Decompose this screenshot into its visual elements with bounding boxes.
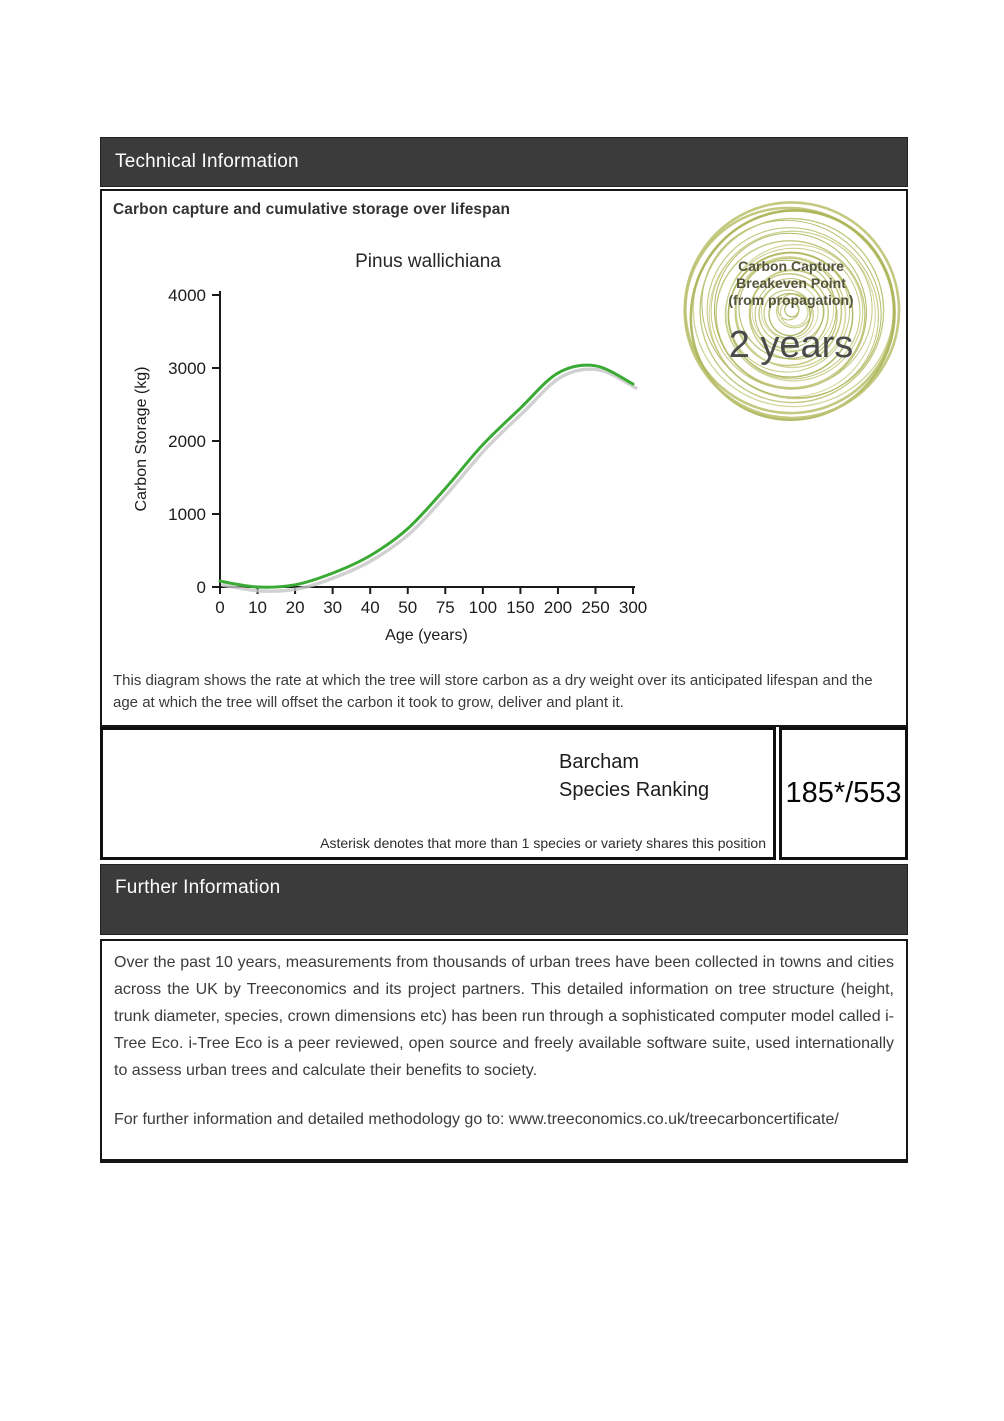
svg-text:20: 20 [285, 598, 305, 617]
further-information-title: Further Information [115, 877, 281, 898]
ranking-value-box [779, 727, 908, 860]
species-ranking-box [100, 727, 776, 860]
ranking-value: 185*/553 [785, 777, 902, 809]
svg-text:10: 10 [248, 598, 268, 617]
svg-text:Carbon Storage (kg): Carbon Storage (kg) [133, 366, 150, 512]
svg-text:50: 50 [398, 598, 418, 617]
svg-text:300: 300 [618, 598, 648, 617]
svg-text:3000: 3000 [168, 358, 206, 378]
svg-text:4000: 4000 [168, 285, 206, 305]
carbon-capture-panel [100, 189, 908, 727]
svg-text:40: 40 [360, 598, 380, 617]
further-information-header [100, 864, 908, 935]
badge-line-2: Breakeven Point [736, 275, 846, 291]
svg-text:0: 0 [196, 577, 206, 597]
chart-description: This diagram shows the rate at which the tree will store carbon as a dry weight over its anticipated lifespan and the age at which the tree will offset the carbon it took to grow, deliver and plant it. [113, 672, 873, 711]
svg-text:150: 150 [506, 598, 535, 617]
svg-text:Pinus wallichiana: Pinus wallichiana [355, 251, 501, 272]
badge-line-3: (from propagation) [728, 292, 854, 308]
species-ranking-title [559, 748, 709, 804]
technical-information-title: Technical Information [115, 151, 299, 172]
svg-text:100: 100 [468, 598, 498, 617]
ranking-title-line1: Barcham [559, 751, 640, 773]
svg-text:75: 75 [435, 598, 455, 617]
svg-text:0: 0 [215, 598, 225, 617]
svg-text:Age (years): Age (years) [385, 627, 468, 644]
technical-information-header [100, 137, 908, 187]
breakeven-badge [677, 198, 905, 426]
ranking-title-line2: Species Ranking [559, 779, 710, 801]
further-information-panel [100, 939, 908, 1163]
methodology-link-line: For further information and detailed methodology go to: www.treeconomics.co.uk/treecarboncertificate/ [114, 1111, 839, 1128]
svg-text:30: 30 [323, 598, 343, 617]
svg-text:1000: 1000 [168, 504, 206, 524]
svg-text:250: 250 [581, 598, 610, 617]
breakeven-value: 2 years [728, 324, 854, 366]
asterisk-note: Asterisk denotes that more than 1 species or variety shares this position [320, 835, 766, 851]
svg-text:200: 200 [543, 598, 573, 617]
tree-rings-icon [677, 198, 905, 426]
svg-text:2000: 2000 [168, 431, 206, 451]
further-information-paragraph: Over the past 10 years, measurements from thousands of urban trees have been collected in towns and cities across the UK by Treeconomics and its project partners. This detailed information on tree structure (height, trunk diameter, species, crown dimensions etc) has been run through a sophisticated computer model called i-Tree Eco. i-Tree Eco is a peer reviewed, open source and freely available software suite, used internationally to assess urban trees and calculate their benefits to society. [114, 954, 894, 1079]
badge-line-1: Carbon Capture [738, 258, 844, 274]
panel-title: Carbon capture and cumulative storage over lifespan [113, 201, 511, 218]
carbon-storage-chart [102, 191, 762, 669]
certificate-content [100, 0, 908, 1421]
